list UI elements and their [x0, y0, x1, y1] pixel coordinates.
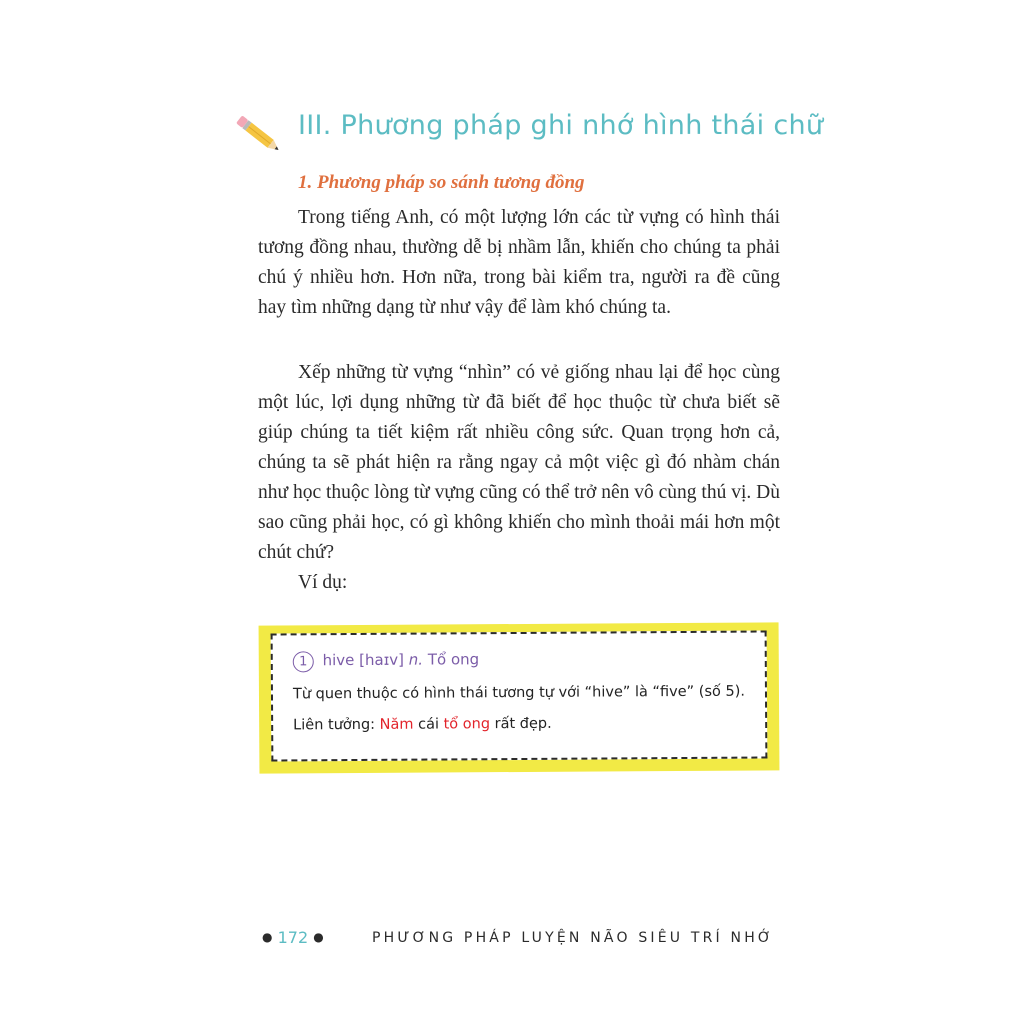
- example-label: Ví dụ:: [298, 572, 348, 593]
- association-highlight-1: Năm: [379, 716, 414, 733]
- bullet-icon: ●: [313, 930, 324, 944]
- entry-pos: n.: [408, 650, 424, 669]
- vocab-entry: [293, 649, 745, 673]
- entry-word: hive: [322, 651, 355, 670]
- association-suffix: rất đẹp.: [489, 715, 552, 733]
- example-box: [259, 622, 780, 773]
- paragraph-2: Xếp những từ vựng “nhìn” có vẻ giống nhau lại để học cùng một lúc, lợi dụng những từ đã biết để học thuộc từ chưa biết sẽ giúp chúng ta tiết kiệm rất nhiều công sức. Quan trọng hơn cả, chúng ta sẽ phát hiện ra rằng ngay cả một việc gì đó nhàm chán như học thuộc lòng từ vựng cũng có thể trở nên vô cùng thú vị. Dù sao cũng phải học, có gì không khiến cho mình thoải mái hơn một chút chứ?: [258, 362, 780, 563]
- entry-association: [293, 715, 745, 734]
- page-number-footer: [262, 928, 324, 947]
- association-prefix: Liên tưởng:: [293, 716, 380, 734]
- entry-description: Từ quen thuộc có hình thái tương tự với “hive” là “five” (số 5).: [292, 683, 746, 703]
- page-number: 172: [277, 928, 309, 947]
- bullet-icon: ●: [262, 930, 273, 944]
- association-mid: cái: [413, 716, 444, 733]
- book-title: PHƯƠNG PHÁP LUYỆN NÃO SIÊU TRÍ NHỚ: [372, 930, 774, 946]
- subheading: 1. Phương pháp so sánh tương đồng: [298, 172, 585, 193]
- entry-phonetic: [haɪv]: [359, 650, 405, 669]
- entry-meaning: Tổ ong: [427, 650, 480, 669]
- section-heading: III. Phương pháp ghi nhớ hình thái chữ: [298, 110, 824, 141]
- association-highlight-2: tổ ong: [443, 716, 491, 733]
- example-box-inner: [271, 630, 768, 761]
- entry-number: 1: [293, 651, 314, 672]
- paragraph-1: Trong tiếng Anh, có một lượng lớn các từ vựng có hình thái tương đồng nhau, thường dễ bị nhầm lẫn, khiến cho chúng ta phải chú ý nhiều hơn. Hơn nữa, trong bài kiểm tra, người ra đề cũng hay tìm những dạng từ như vậy để làm khó chúng ta.: [258, 207, 780, 318]
- pencil-icon: [230, 108, 286, 160]
